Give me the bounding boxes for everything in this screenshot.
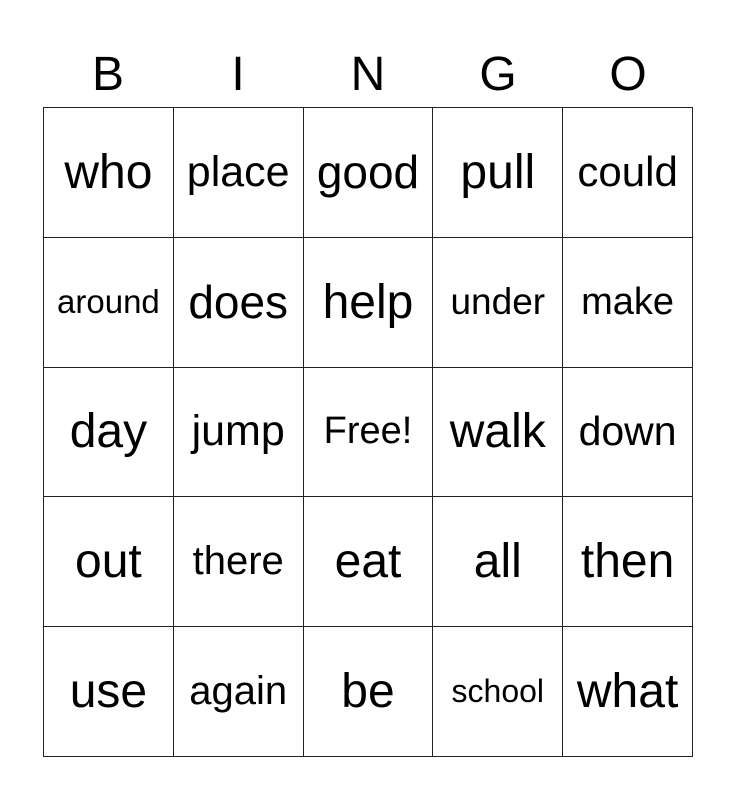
bingo-cell-r3c3[interactable]: Free! <box>304 368 434 498</box>
bingo-cell-r1c3[interactable]: good <box>304 108 434 238</box>
header-letter-g: G <box>479 48 517 101</box>
header-letter-n: N <box>350 48 386 101</box>
bingo-card <box>43 107 693 757</box>
bingo-cell-r5c1[interactable]: use <box>44 627 174 757</box>
bingo-cell-r2c4[interactable]: under <box>433 238 563 368</box>
bingo-cell-r2c1[interactable]: around <box>44 238 174 368</box>
bingo-cell-r1c5[interactable]: could <box>563 108 693 238</box>
bingo-cell-r3c4[interactable]: walk <box>433 368 563 498</box>
bingo-cell-r4c2[interactable]: there <box>174 497 304 627</box>
bingo-cell-r1c4[interactable]: pull <box>433 108 563 238</box>
bingo-cell-r5c2[interactable]: again <box>174 627 304 757</box>
bingo-cell-r3c1[interactable]: day <box>44 368 174 498</box>
bingo-cell-r3c5[interactable]: down <box>563 368 693 498</box>
bingo-header <box>43 44 693 106</box>
bingo-cell-r5c5[interactable]: what <box>563 627 693 757</box>
bingo-cell-r4c1[interactable]: out <box>44 497 174 627</box>
bingo-cell-r2c2[interactable]: does <box>174 238 304 368</box>
bingo-cell-r4c5[interactable]: then <box>563 497 693 627</box>
header-letter-o: O <box>609 48 647 101</box>
header-letter-b: B <box>91 48 124 101</box>
bingo-cell-r4c4[interactable]: all <box>433 497 563 627</box>
header-letter-i: I <box>231 48 245 101</box>
bingo-cell-r4c3[interactable]: eat <box>304 497 434 627</box>
bingo-cell-r1c2[interactable]: place <box>174 108 304 238</box>
bingo-cell-r3c2[interactable]: jump <box>174 368 304 498</box>
bingo-cell-r2c5[interactable]: make <box>563 238 693 368</box>
bingo-cell-r2c3[interactable]: help <box>304 238 434 368</box>
bingo-cell-r5c3[interactable]: be <box>304 627 434 757</box>
bingo-cell-r5c4[interactable]: school <box>433 627 563 757</box>
bingo-cell-r1c1[interactable]: who <box>44 108 174 238</box>
